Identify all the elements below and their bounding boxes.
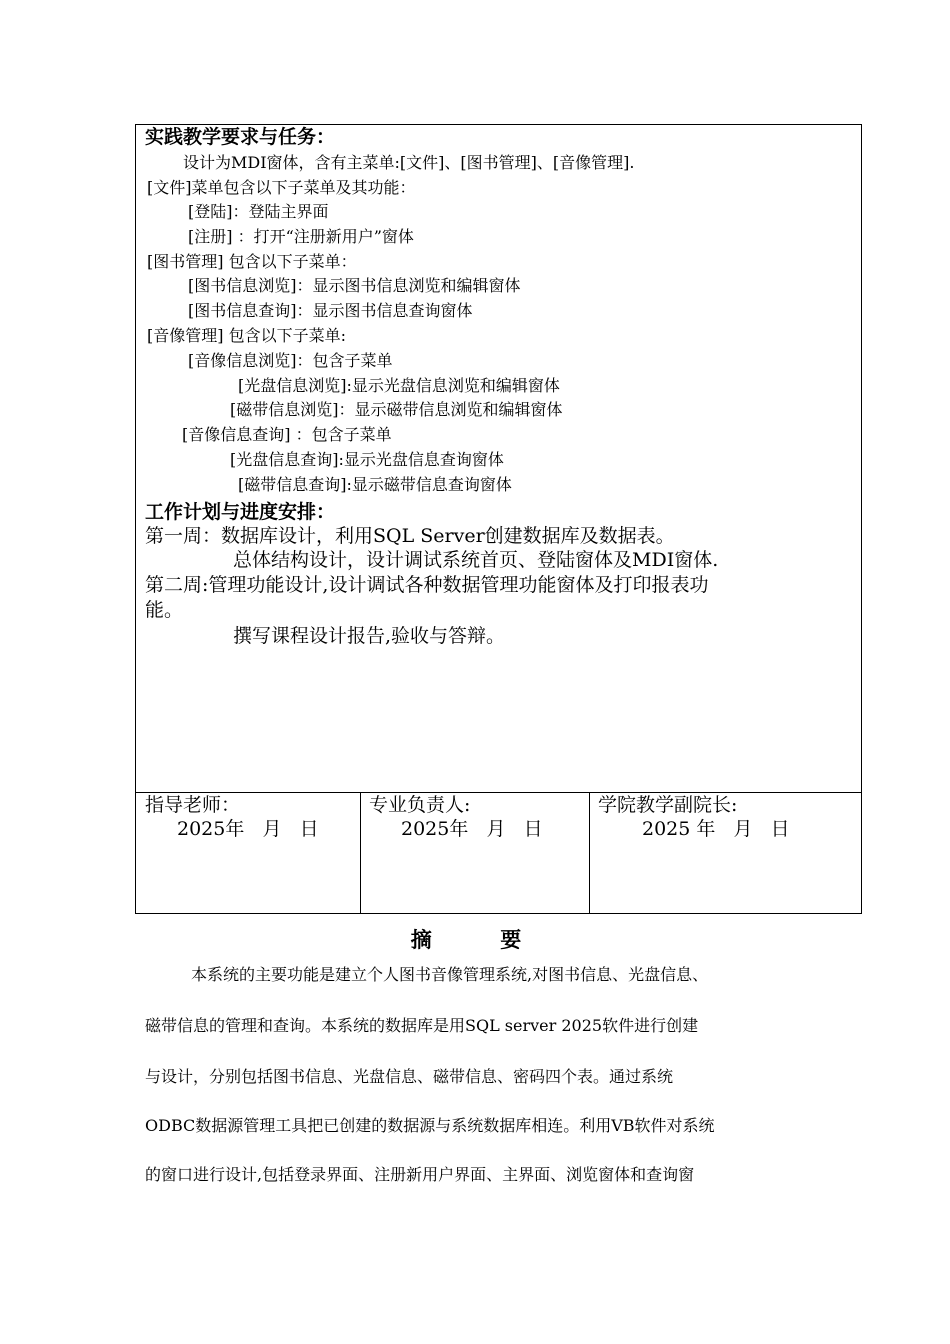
task-line: [文件]菜单包含以下子菜单及其功能： [147,178,416,197]
signature-role-major-head: 专业负责人: [369,794,471,816]
signature-date-major-head: 2025年 月 日 [401,818,543,840]
abstract-line: 本系统的主要功能是建立个人图书音像管理系统,对图书信息、光盘信息、 [191,965,709,984]
signature-date-vice-dean: 2025 年 月 日 [642,818,790,840]
signature-row-divider [136,792,861,793]
abstract-line: 与设计，分别包括图书信息、光盘信息、磁带信息、密码四个表。通过系统 [145,1067,674,1086]
task-line: [登陆]：登陆主界面 [188,202,329,221]
plan-line: 能。 [145,599,184,621]
task-line: [图书信息查询]：显示图书信息查询窗体 [188,301,473,320]
signature-col-divider-1 [360,792,361,913]
plan-heading: 工作计划与进度安排： [145,501,336,523]
plan-line: 第一周：数据库设计，利用SQL Server创建数据库及数据表。 [145,525,675,547]
task-line: [音像管理] 包含以下子菜单: [147,326,346,345]
signature-col-divider-2 [589,792,590,913]
task-line: [光盘信息浏览]:显示光盘信息浏览和编辑窗体 [238,376,560,395]
task-line: [音像信息浏览]：包含子菜单 [188,351,393,370]
task-line: [图书管理] 包含以下子菜单： [147,252,357,271]
abstract-title: 摘 要 [410,927,540,952]
plan-line: 撰写课程设计报告,验收与答辩。 [233,625,506,647]
plan-line: 总体结构设计，设计调试系统首页、登陆窗体及MDI窗体. [233,549,719,571]
task-line: [注册] ：打开“注册新用户”窗体 [188,227,414,246]
task-line: [音像信息查询] ：包含子菜单 [182,425,392,444]
task-heading: 实践教学要求与任务： [145,126,336,148]
task-line: 设计为MDI窗体，含有主菜单:[文件]、[图书管理]、[音像管理]. [183,153,635,172]
abstract-line: 磁带信息的管理和查询。本系统的数据库是用SQL server 2025软件进行创建 [145,1016,699,1035]
task-line: [图书信息浏览]：显示图书信息浏览和编辑窗体 [188,276,521,295]
task-line: [磁带信息查询]:显示磁带信息查询窗体 [238,475,512,494]
signature-role-advisor: 指导老师： [145,794,241,816]
abstract-line: ODBC数据源管理工具把已创建的数据源与系统数据库相连。利用VB软件对系统 [145,1116,715,1135]
signature-date-advisor: 2025年 月 日 [177,818,319,840]
signature-role-vice-dean: 学院教学副院长: [598,794,738,816]
task-line: [光盘信息查询]:显示光盘信息查询窗体 [230,450,504,469]
task-line: [磁带信息浏览]：显示磁带信息浏览和编辑窗体 [230,400,563,419]
abstract-line: 的窗口进行设计,包括登录界面、注册新用户界面、主界面、浏览窗体和查询窗 [145,1165,695,1184]
plan-line: 第二周:管理功能设计,设计调试各种数据管理功能窗体及打印报表功 [145,574,709,596]
